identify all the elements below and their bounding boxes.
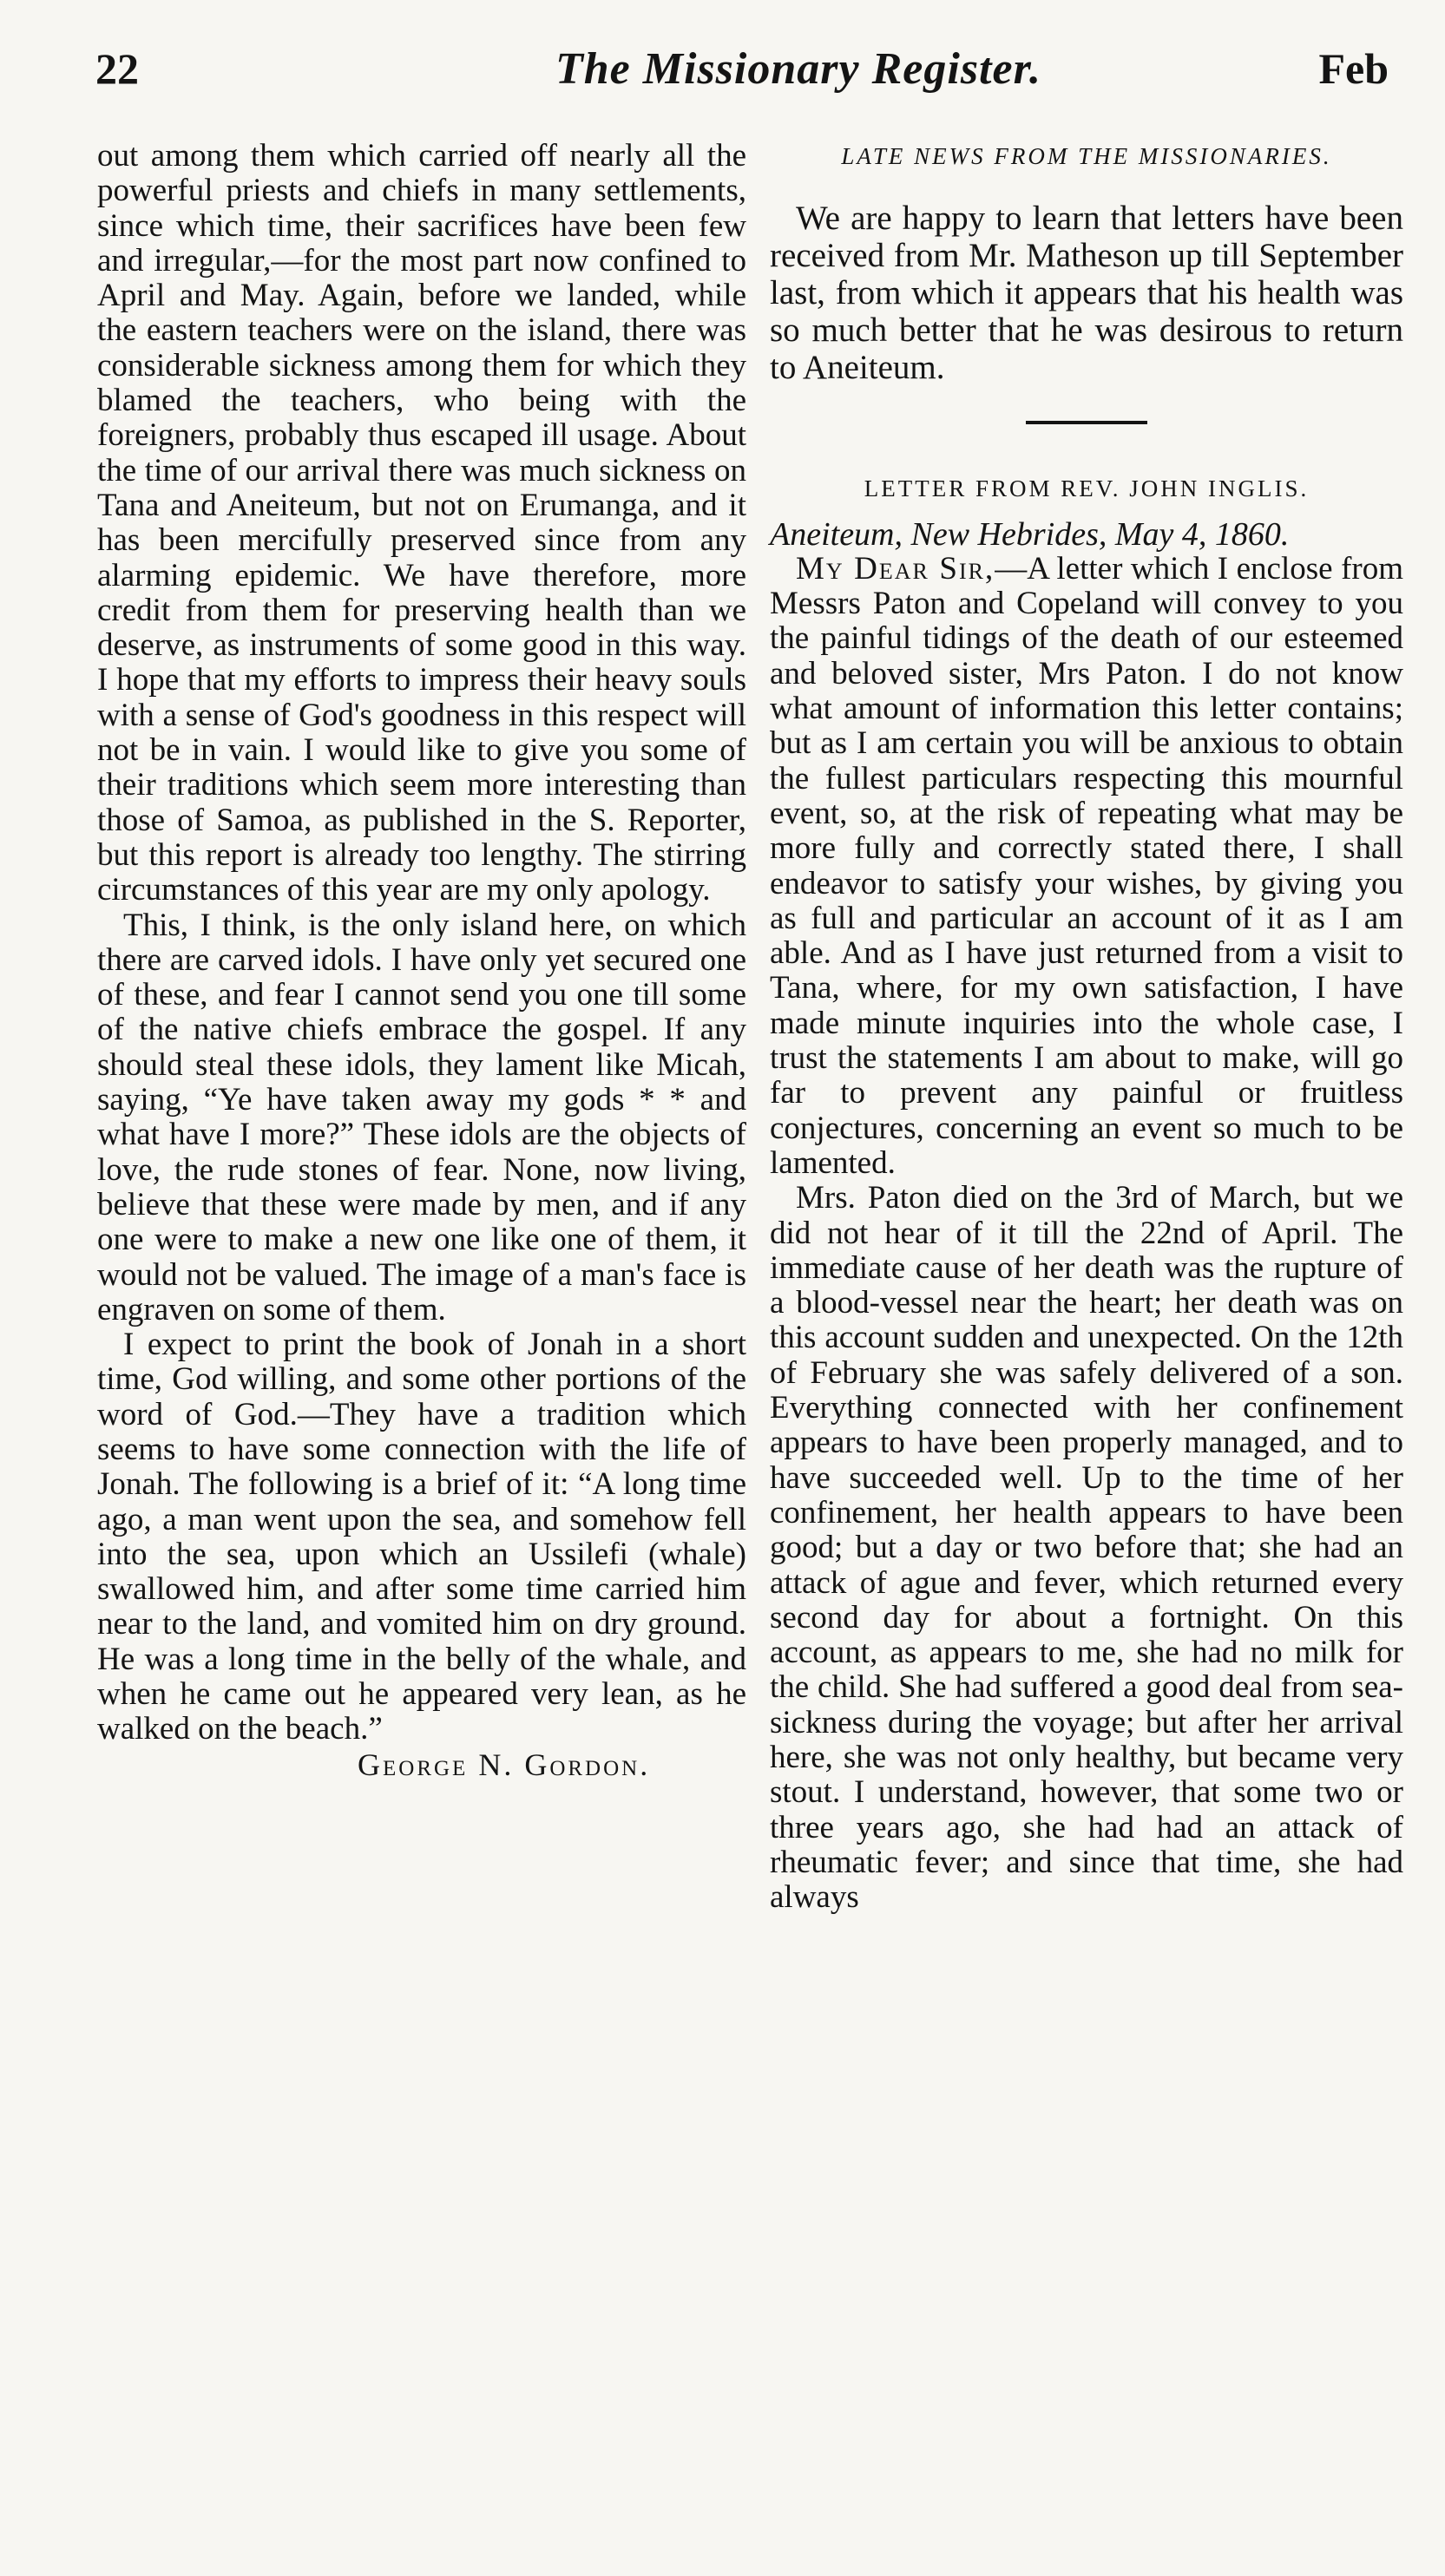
running-month: Feb: [1318, 44, 1389, 93]
letter-dateline: Aneiteum, New Hebrides, May 4, 1860.: [770, 515, 1290, 553]
letter-paragraph-1-text: —A letter which I enclose from Messrs Paton and Copeland will convey to you the painful tidings of the death of our esteemed and beloved sister, Mrs Paton. I do not know what amount of information this letter contains; but as I am certain you will be anxious to obtain the fullest particulars respecting this mournful event, so, at the risk of repeating what may be more fully and correctly stated there, I shall endeavor to satisfy your wishes, by giving you as full and particular an account of it as I am able. And as I have just returned from a visit to Tana, where, for my own satisfaction, I have made minute inquiries into the whole case, I trust the statements I am about to make, will go far to prevent any painful or fruitless conjectures, concerning an event so much to be lamented.: [770, 550, 1403, 1181]
letter-paragraph-1: [770, 552, 1403, 1181]
journal-title: The Missionary Register.: [555, 44, 1041, 94]
left-paragraph-1: out among them which carried off nearly all the powerful priests and chiefs in many settlements, since which time, their sacrifices have been few and irregular,—for the most part now confined to April and May. Again, before we landed, while the eastern teachers were on the island, there was considerable sickness among them for which they blamed the teachers, who being with the foreigners, probably thus escaped ill usage. About the time of our arrival there was much sickness on Tana and Aneiteum, but not on Erumanga, and it has been mercifully preserved since from any alarming epidemic. We have therefore, more credit from them for preserving health than we deserve, as instruments of some good in this way. I hope that my efforts to impress their heavy souls with a sense of God's goodness in this respect will not be in vain. I would like to give you some of their traditions which seem more interesting than those of Samoa, as published in the S. Reporter, but this report is already too lengthy. The stirring circumstances of this year are my only apology.: [97, 138, 746, 908]
letter-salutation: My Dear Sir,: [796, 550, 995, 587]
letter-paragraph-2: Mrs. Paton died on the 3rd of March, but we did not hear of it till the 22nd of April. The immediate cause of her death was the rupture of a blood-vessel near the heart; her death was on this account sudden and unexpected. On the 12th of February she was safely delivered of a son. Everything connected with her confinement appears to have been properly managed, and to have succeeded well. Up to the time of her confinement, her health appears to have been good; but a day or two before that; she had an attack of ague and fever, which returned every second day for about a fortnight. On this account, as appears to me, she had no milk for the child. She had suffered a good deal from sea-sickness during the voyage; but after her arrival here, she was not only healthy, but became very stout. I understand, however, that some two or three years ago, she had had an attack of rheumatic fever; and since that time, she had always: [770, 1180, 1403, 1916]
page-number: 22: [95, 44, 139, 93]
running-head: [95, 43, 1389, 113]
left-paragraph-2: This, I think, is the only island here, on which there are carved idols. I have only yet secured one of these, and fear I cannot send you one till some of the native chiefs embrace the gospel. If any should steal these idols, they lament like Micah, saying, “Ye have taken away my gods * * and what have I more?” These idols are the objects of love, the rude stones of fear. None, now living, believe that these were made by men, and if any one were to make a new one like one of them, it would not be valued. The image of a man's face is engraven on some of them.: [97, 907, 746, 1327]
letter-heading: LETTER FROM REV. JOHN INGLIS.: [864, 475, 1310, 502]
late-news-paragraph: We are happy to learn that letters have been received from Mr. Matheson up till September last, from which it appears that his health was so much better that he was desirous to return to Aneiteum.: [770, 200, 1403, 387]
late-news-heading: LATE NEWS FROM THE MISSIONARIES.: [841, 143, 1332, 169]
section-rule: [1026, 421, 1147, 424]
right-column: [770, 139, 1403, 1915]
signature: George N. Gordon.: [358, 1747, 651, 1782]
left-column: [97, 139, 746, 1782]
left-paragraph-3: I expect to print the book of Jonah in a short time, God willing, and some other portions of the word of God.—They have a tradition which seems to have some connection with the life of Jonah. The following is a brief of it: “A long time ago, a man went upon the sea, and somehow fell into the sea, upon which an Ussilefi (whale) swallowed him, and after some time carried him near to the land, and vomited him on dry ground. He was a long time in the belly of the whale, and when he came out he appeared very lean, as he walked on the beach.”: [97, 1327, 746, 1747]
